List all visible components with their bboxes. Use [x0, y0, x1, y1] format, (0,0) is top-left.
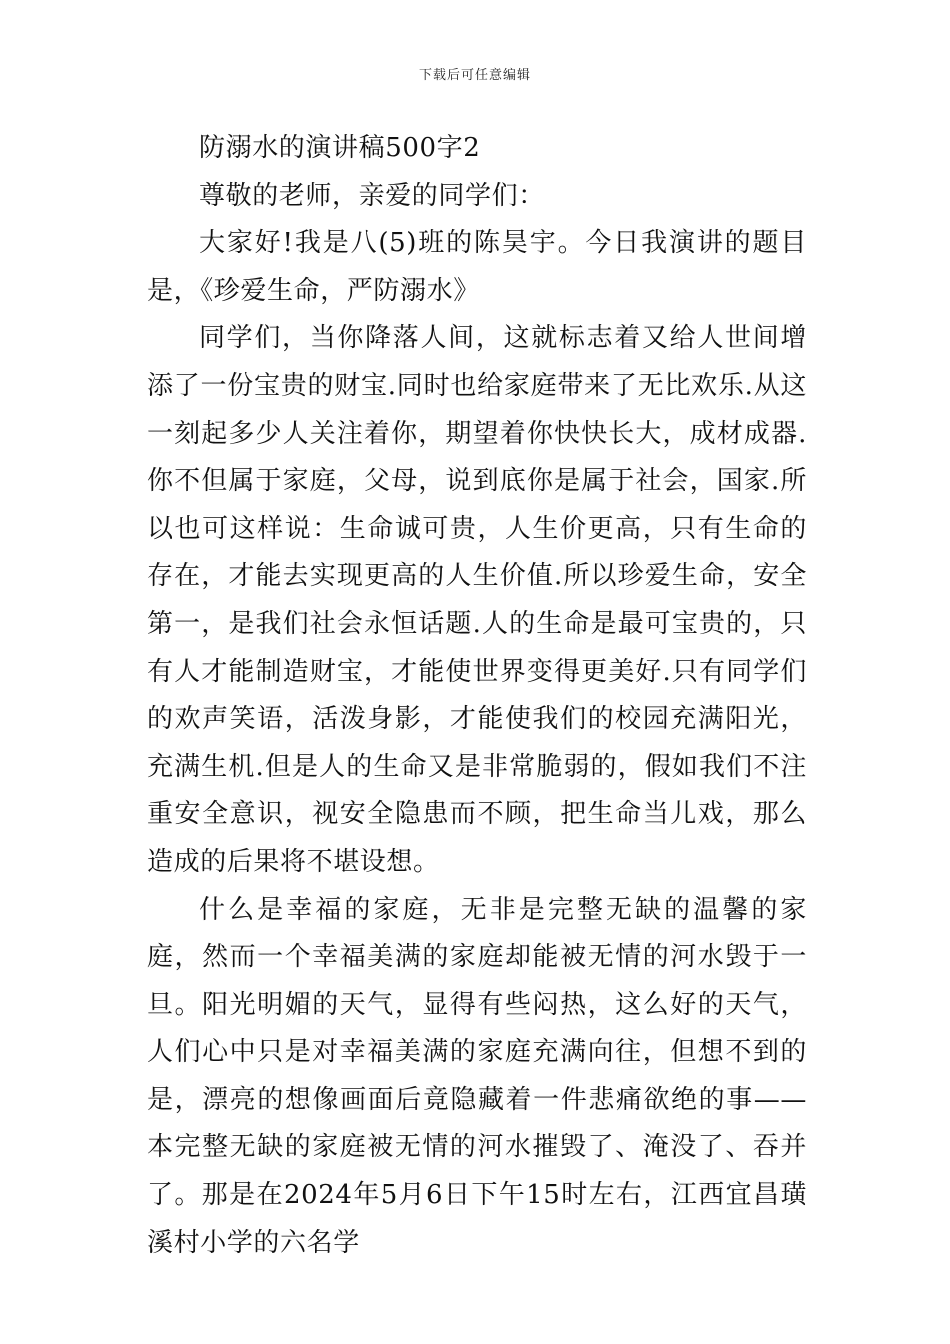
- document-title: 防溺水的演讲稿500字2: [199, 133, 481, 163]
- paragraph-intro: 大家好!我是八(5)班的陈昊宇。今日我演讲的题目是，《珍爱生命，严防溺水》: [147, 228, 807, 306]
- document-body: [147, 125, 807, 1267]
- salutation: 尊敬的老师，亲爱的同学们：: [199, 180, 545, 211]
- paragraph-value-of-life: 同学们，当你降落人间，这就标志着又给人世间增添了一份宝贵的财宝.同时也给家庭带来了无比欢乐.从这一刻起多少人关注着你，期望着你快快长大，成材成器.你不但属于家庭，父母，说到底你是属于社会，国家.所以也可这样说：生命诚可贵，人生价更高，只有生命的存在，才能去实现更高的人生价值.所以珍爱生命，安全第一，是我们社会永恒话题.人的生命是最可宝贵的，只有人才能制造财宝，才能使世界变得更美好.只有同学们的欢声笑语，活泼身影，才能使我们的校园充满阳光，充满生机.但是人的生命又是非常脆弱的，假如我们不注重安全意识，视安全隐患而不顾，把生命当儿戏，那么造成的后果将不堪设想。: [147, 323, 807, 877]
- page-header: 下载后可任意编辑: [418, 68, 531, 83]
- paragraph-happy-family: 什么是幸福的家庭，无非是完整无缺的温馨的家庭，然而一个幸福美满的家庭却能被无情的河水毁于一旦。阳光明媚的天气，显得有些闷热，这么好的天气，人们心中只是对幸福美满的家庭充满向往，但想不到的是，漂亮的想像画面后竟隐藏着一件悲痛欲绝的事——本完整无缺的家庭被无情的河水摧毁了、淹没了、吞并了。那是在2024年5月6日下午15时左右，江西宜昌璜溪村小学的六名学: [147, 894, 807, 1258]
